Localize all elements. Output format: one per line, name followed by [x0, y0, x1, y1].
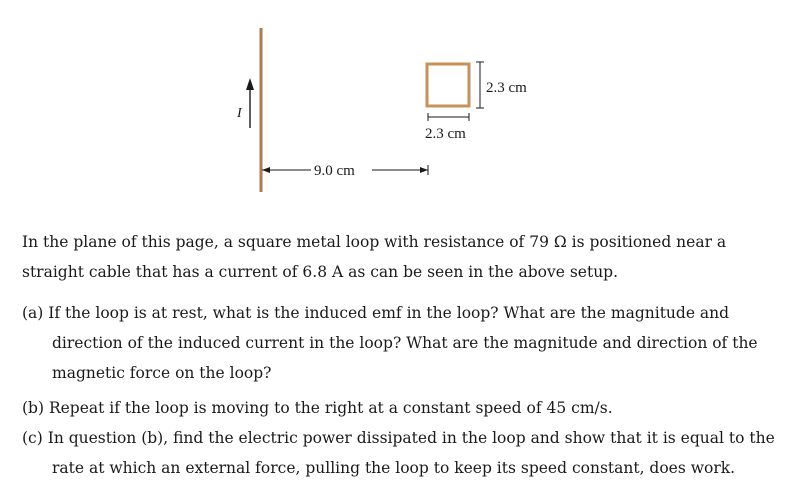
question-a: (a) If the loop is at rest, what is the induced emf in the loop? What are the magnitude and direction of the induced current in the loop? What are the magnitude and direction of the magnetic force on the loop?	[22, 304, 758, 382]
question-c: (c) In question (b), find the electric power dissipated in the loop and show that it is equal to the rate at which an external force, pulling the loop to keep its speed constant, does work.	[22, 429, 775, 477]
loop-height-label: 2.3 cm	[486, 80, 527, 96]
loop-width-label: 2.3 cm	[425, 126, 466, 142]
circuit-figure	[0, 0, 794, 200]
current-label: I	[237, 106, 242, 121]
distance-label: 9.0 cm	[314, 163, 355, 179]
current-arrow-head-icon	[246, 78, 254, 90]
square-loop	[427, 64, 469, 106]
distance-arrow-left-icon	[262, 167, 270, 173]
distance-arrow-right-icon	[420, 167, 428, 173]
question-b: (b) Repeat if the loop is moving to the right at a constant speed of 45 cm/s.	[22, 399, 613, 417]
problem-intro: In the plane of this page, a square metal loop with resistance of 79 Ω is positioned near a straight cable that has a current of 6.8 A as can be seen in the above setup.	[22, 233, 727, 281]
